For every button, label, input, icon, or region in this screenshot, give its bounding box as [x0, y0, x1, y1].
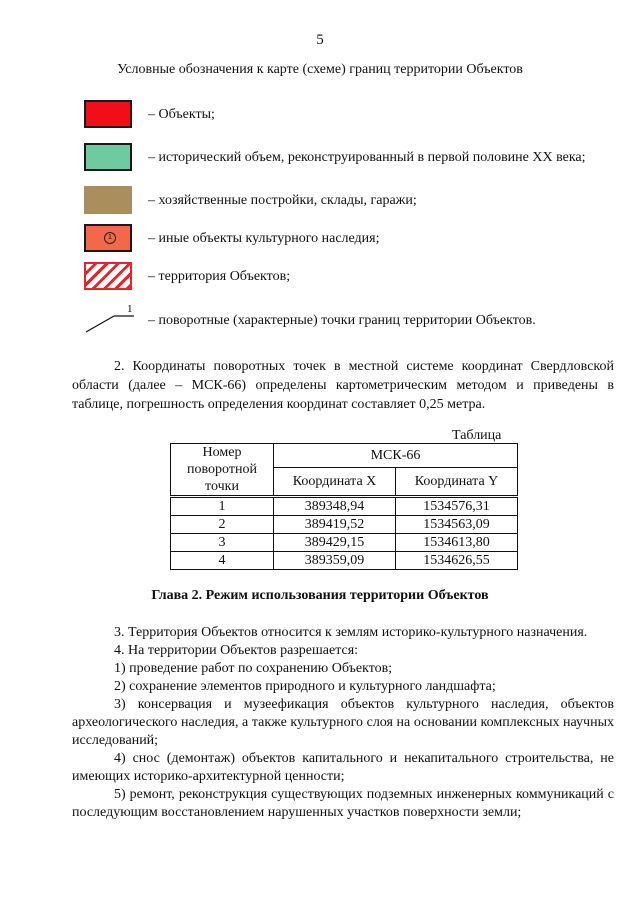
header-point-number: Номер поворотной точки: [171, 444, 274, 497]
coordinates-table: [170, 443, 518, 570]
legend-item-label: – исторический объем, реконструированный в первой половине XX века;: [148, 149, 586, 165]
legend-item-label: – иные объекты культурного наследия;: [148, 230, 380, 246]
list-item: 3) консервация и музеефикация объектов культурного наследия, объектов археологического наследия, а также культурного слоя на основании комплексных научных исследований;: [72, 697, 614, 748]
cell-point: 1: [171, 497, 274, 516]
list-item: 4. На территории Объектов разрешается:: [114, 643, 359, 658]
legend-item-other-heritage: [84, 224, 604, 252]
legend-item-label: – Объекты;: [148, 106, 215, 122]
header-coordinate-x: Координата X: [274, 467, 396, 496]
red-square-icon: [84, 100, 132, 128]
cell-y: 1534576,31: [396, 497, 518, 516]
list-item: 5) ремонт, реконструкция существующих подземных инженерных коммуникаций с последующим восстановлением нарушенных участков поверхности земли;: [72, 787, 614, 820]
regulations-list: [72, 624, 614, 822]
cell-y: 1534563,09: [396, 516, 518, 534]
legend-item-label: – поворотные (характерные) точки границ территории Объектов.: [148, 312, 536, 328]
table-row: [171, 516, 518, 534]
cell-x: 389429,15: [274, 534, 396, 552]
legend-item-historical-volume: [84, 143, 604, 171]
cell-x: 389348,94: [274, 497, 396, 516]
cell-x: 389419,52: [274, 516, 396, 534]
brown-square-icon: [84, 186, 132, 214]
red-hatched-square-icon: [84, 262, 132, 290]
legend-title: Условные обозначения к карте (схеме) границ территории Объектов: [117, 62, 523, 77]
header-coordinate-y: Координата Y: [396, 467, 518, 496]
legend-item-territory: [84, 262, 604, 290]
table-row: [171, 534, 518, 552]
list-item: 2) сохранение элементов природного и культурного ландшафта;: [114, 679, 496, 694]
cell-y: 1534626,55: [396, 552, 518, 570]
legend-item-label: – хозяйственные постройки, склады, гаражи;: [148, 192, 417, 208]
paragraph-text: 2. Координаты поворотных точек в местной системе координат Свердловской области (далее – МСК-66) определены картометрическим методом и приведены в таблице, погрешность определения координат составляет 0,25 метра.: [72, 359, 614, 412]
point-number-label: 1: [127, 303, 133, 315]
chapter-title: Глава 2. Режим использования территории Объектов: [151, 588, 489, 603]
legend-item-label: – территория Объектов;: [148, 268, 291, 284]
cell-point: 2: [171, 516, 274, 534]
page-number: 5: [316, 32, 324, 48]
cell-y: 1534613,80: [396, 534, 518, 552]
green-square-icon: [84, 143, 132, 171]
cell-point: 3: [171, 534, 274, 552]
table-caption: Таблица: [452, 428, 502, 443]
legend-item-objects: [84, 100, 604, 128]
list-item: 3. Территория Объектов относится к землям историко-культурного назначения.: [114, 625, 588, 640]
numbered-circle-icon: 1: [104, 232, 116, 244]
list-item: 4) снос (демонтаж) объектов капитального и некапитального строительства, не имеющих историко-архитектурной ценности;: [72, 751, 614, 784]
cell-x: 389359,09: [274, 552, 396, 570]
legend-item-boundary-points: [84, 302, 604, 338]
legend-item-outbuildings: [84, 186, 604, 214]
list-item: 1) проведение работ по сохранению Объектов;: [114, 661, 393, 676]
orange-square-with-circle-icon: [84, 224, 132, 252]
header-coordinate-system: МСК-66: [274, 444, 518, 468]
boundary-point-line-icon: [84, 302, 136, 338]
paragraph-coordinates: [72, 357, 614, 414]
table-row: [171, 497, 518, 516]
table-row: [171, 552, 518, 570]
cell-point: 4: [171, 552, 274, 570]
